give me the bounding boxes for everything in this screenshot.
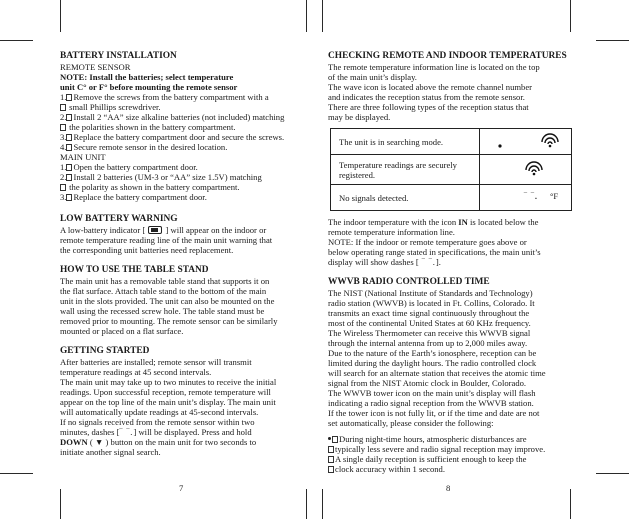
text-line: most of the continental United States at 60 KHz frequency. xyxy=(328,318,531,328)
crop-mark xyxy=(570,489,571,519)
text-line: The main unit has a removable table stand that supports it on xyxy=(60,276,270,286)
checkbox-glyph xyxy=(60,124,66,131)
bullet-icon xyxy=(328,437,331,440)
status-icon-cell xyxy=(480,155,572,185)
text-line: of the main unit’s display. xyxy=(328,72,417,82)
status-text: No signals detected. xyxy=(331,185,480,211)
list-item: clock accuracy within 1 second. xyxy=(328,464,574,474)
checkbox-glyph xyxy=(66,114,72,121)
text-line: readings. Upon successful reception, remote temperature will xyxy=(60,387,271,397)
checkbox-glyph xyxy=(66,144,72,151)
main-unit-subheading: MAIN UNIT xyxy=(60,152,106,162)
text-line: There are three following types of the reception status that xyxy=(328,102,529,112)
checkbox-glyph xyxy=(328,456,334,463)
wwvb-body xyxy=(328,288,574,428)
text-line: limited during the daylight hours. The radio controlled clock xyxy=(328,358,537,368)
crop-mark xyxy=(570,0,571,32)
text-line: minutes, dashes [‾ ‾.] will be displayed. Press and hold xyxy=(60,427,252,437)
note-line: unit C° or F° before mounting the remote sensor xyxy=(60,82,238,92)
checking-body xyxy=(328,62,574,122)
text-line: through the internal antenna from up to 2,000 miles away. xyxy=(328,338,528,348)
step-item: 1. Remove the screws from the battery compartment with a xyxy=(60,92,269,102)
right-page xyxy=(328,51,574,474)
wwvb-heading: WWVB RADIO CONTROLLED TIME xyxy=(328,277,490,287)
crop-mark xyxy=(596,40,629,41)
text-line: transmits an exact time signal continuously throughout the xyxy=(328,308,530,318)
text-line: appear on the top line of the main unit’s display. The main unit xyxy=(60,397,276,407)
text-line: The main unit may take up to two minutes to receive the initial xyxy=(60,377,277,387)
text-line: set automatically, please consider the following: xyxy=(328,418,494,428)
text-line: If no signals received from the remote sensor within two xyxy=(60,417,255,427)
crop-mark xyxy=(60,0,61,32)
step-item-cont: the polarities shown in the battery compartment. xyxy=(60,122,306,132)
step-item: 3. Replace the battery compartment door and secure the screws. xyxy=(60,132,285,142)
remote-sensor-subheading: REMOTE SENSOR xyxy=(60,62,131,72)
table-stand-heading: HOW TO USE THE TABLE STAND xyxy=(60,265,209,275)
dashes-icon: ‾ ‾. xyxy=(119,427,134,437)
text-line: may be displayed. xyxy=(328,112,391,122)
crop-mark xyxy=(0,40,33,41)
no-signal-dashes-icon: ‾ ‾. xyxy=(524,191,539,201)
text-line: initiate another signal search. xyxy=(60,447,161,457)
text-line: the flat surface. Attach table stand to the bottom of the main xyxy=(60,286,267,296)
low-battery-line: remote temperature reading line of the main unit warning that xyxy=(60,235,273,245)
list-item: During night-time hours, atmospheric disturbances are xyxy=(328,434,574,444)
step-item-cont: the polarity as shown in the battery compartment. xyxy=(60,182,306,192)
status-icon-cell xyxy=(480,129,572,155)
text-line: indicating a radio signal reception from the WWVB station. xyxy=(328,398,534,408)
text-line: The Wireless Thermometer can receive this WWVB signal xyxy=(328,328,531,338)
text-line: If the tower icon is not fully lit, or if the time and date are not xyxy=(328,408,540,418)
table-stand-body xyxy=(60,276,306,336)
remote-steps xyxy=(60,92,306,152)
crop-mark xyxy=(596,473,629,474)
text-line: mounted or placed on a flat surface. xyxy=(60,326,184,336)
checkbox-glyph xyxy=(60,184,66,191)
table-row xyxy=(331,155,572,185)
low-battery-line: A low-battery indicator [ ] will appear on the indoor or xyxy=(60,225,267,235)
text-line: The wave icon is located above the remote channel number xyxy=(328,82,533,92)
checkbox-glyph xyxy=(66,94,72,101)
left-page xyxy=(60,51,306,457)
text-line: and indicates the reception status from the remote sensor. xyxy=(328,92,525,102)
crop-mark xyxy=(306,489,307,519)
searching-wave-icon xyxy=(490,133,570,153)
text-line: NOTE: If the indoor or remote temperature goes above or xyxy=(328,237,527,247)
step-item: 4. Secure remote sensor in the desired location. xyxy=(60,142,228,152)
main-steps xyxy=(60,162,306,202)
checkbox-glyph xyxy=(66,134,72,141)
table-row xyxy=(331,129,572,155)
getting-started-body xyxy=(60,357,306,457)
low-battery-line: the corresponding unit batteries need replacement. xyxy=(60,245,234,255)
checkbox-glyph xyxy=(60,104,66,111)
text-line: DOWN ( ▼ ) button on the main unit for two seconds to xyxy=(60,437,257,447)
dashes-icon: ‾ ‾. xyxy=(418,257,436,267)
text-line: The WWVB tower icon on the main unit’s display will flash xyxy=(328,388,536,398)
getting-started-heading: GETTING STARTED xyxy=(60,346,150,356)
status-text: The unit is in searching mode. xyxy=(331,129,480,155)
text-line: wall using the recessed screw hole. The table stand must be xyxy=(60,306,265,316)
checkbox-glyph xyxy=(66,164,72,171)
text-line: removed prior to mounting. The remote sensor can be similarly xyxy=(60,316,278,326)
list-item: typically less severe and radio signal reception may improve. xyxy=(328,444,574,454)
checkbox-glyph xyxy=(66,194,72,201)
text-line: The indoor temperature with the icon IN is located below the xyxy=(328,217,539,227)
step-item: 2. Install 2 “AA” size alkaline batteries (not included) matching xyxy=(60,112,285,122)
table-row xyxy=(331,185,572,211)
checking-heading: CHECKING REMOTE AND INDOOR TEMPERATURES xyxy=(328,51,567,61)
status-text: Temperature readings are securely registered. xyxy=(331,155,480,185)
step-item: 1. Open the battery compartment door. xyxy=(60,162,198,172)
checkbox-glyph xyxy=(328,466,334,473)
checkbox-glyph xyxy=(332,436,338,443)
page-number-right: 8 xyxy=(446,483,451,493)
text-line: below operating range stated in specifications, the main unit’s xyxy=(328,247,541,257)
text-line: remote temperature information line. xyxy=(328,227,455,237)
reception-status-table xyxy=(330,128,572,211)
note-line: NOTE: Install the batteries; select temperature xyxy=(60,72,234,82)
text-line: The remote temperature information line is located on the top xyxy=(328,62,540,72)
text-line: Due to the nature of the Earth’s ionosphere, reception can be xyxy=(328,348,537,358)
text-line: After batteries are installed; remote sensor will transmit xyxy=(60,357,252,367)
crop-mark xyxy=(60,489,61,519)
battery-installation-heading: BATTERY INSTALLATION xyxy=(60,51,177,61)
step-item-cont: small Phillips screwdriver. xyxy=(60,102,306,112)
crop-mark xyxy=(322,489,323,519)
wwvb-bullets xyxy=(328,434,574,474)
text-line: unit in the slots provided. The unit can also be mounted on the xyxy=(60,296,275,306)
text-line: radio station (WWVB) is located in Ft. Collins, Colorado. It xyxy=(328,298,535,308)
crop-mark xyxy=(0,473,33,474)
list-item: A single daily reception is sufficient enough to keep the xyxy=(328,454,574,464)
text-line: signal from the NIST Atomic clock in Boulder, Colorado. xyxy=(328,378,527,388)
text-line: will search for an alternate station that receives the atomic time xyxy=(328,368,546,378)
crop-mark xyxy=(306,0,307,32)
low-battery-icon xyxy=(148,226,162,234)
in-icon: IN xyxy=(458,217,468,227)
text-line: temperature readings at 45 second intervals. xyxy=(60,367,212,377)
text-line: will automatically update readings at 45-second intervals. xyxy=(60,407,259,417)
text-line: display will show dashes [ ‾ ‾.]. xyxy=(328,257,441,267)
text-line: The NIST (National Institute of Standards and Technology) xyxy=(328,288,533,298)
low-battery-heading: LOW BATTERY WARNING xyxy=(60,214,178,224)
temperature-unit: °F xyxy=(550,191,559,201)
status-icon-cell xyxy=(480,185,572,211)
checkbox-glyph xyxy=(66,174,72,181)
crop-mark xyxy=(322,0,323,32)
step-item: 2. Install 2 batteries (UM-3 or “AA” size 1.5V) matching xyxy=(60,172,262,182)
checkbox-glyph xyxy=(328,446,334,453)
page-number-left: 7 xyxy=(179,483,184,493)
step-item: 3. Replace the battery compartment door. xyxy=(60,192,207,202)
registered-wave-icon xyxy=(490,160,570,182)
